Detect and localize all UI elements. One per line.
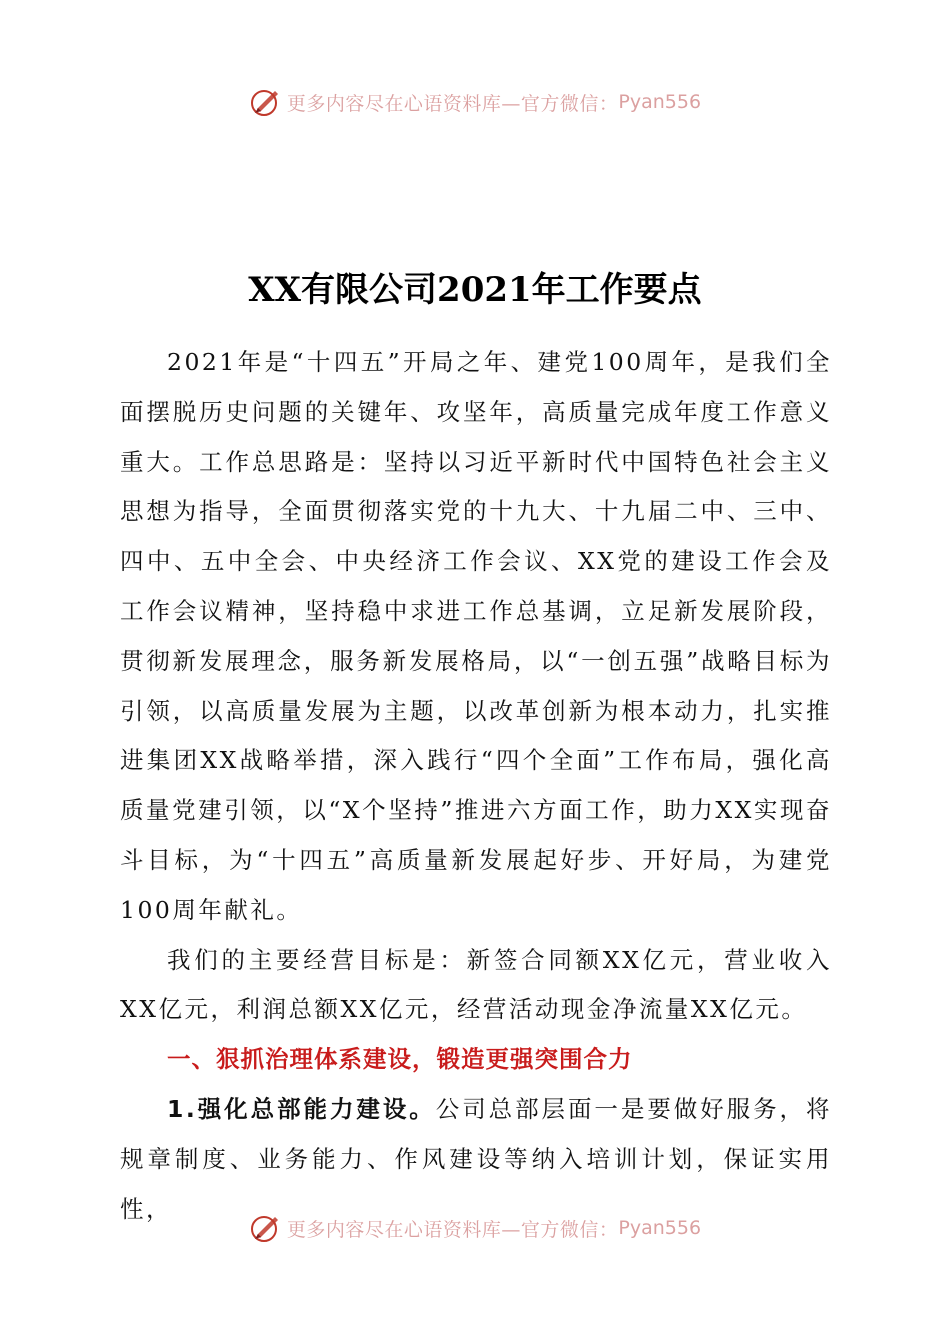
paragraph-intro: 2021年是“十四五”开局之年、建党100周年，是我们全面摆脱历史问题的关键年、攻坚年，高质量完成年度工作意义重大。工作总思路是：坚持以习近平新时代中国特色社会主义思想为指导，全面贯彻落实党的十九大、十九届二中、三中、四中、五中全会、中央经济工作会议、XX党的建设工作会及工作会议精神，坚持稳中求进工作总基调，立足新发展阶段，贯彻新发展理念，服务新发展格局，以“一创五强”战略目标为引领，以高质量发展为主题，以改革创新为根本动力，扎实推进集团XX战略举措，深入践行“四个全面”工作布局，强化高质量党建引领，以“X个坚持”推进六方面工作，助力XX实现奋斗目标，为“十四五”高质量新发展起好步、开好局，为建党100周年献礼。 bbox=[120, 348, 832, 924]
paragraph-targets: 我们的主要经营目标是：新签合同额XX亿元，营业收入XX亿元，利润总额XX亿元，经营活动现金净流量XX亿元。 bbox=[120, 945, 832, 1024]
section-heading: 一、狠抓治理体系建设，锻造更强突围合力 bbox=[167, 1045, 633, 1074]
item-text: 公司总部层面一是要做好服务，将规章制度、业务能力、作风建设等纳入培训计划，保证实用性， bbox=[120, 1094, 833, 1223]
watermark-wechat-id: Pyan556 bbox=[618, 1217, 702, 1239]
watermark-footer bbox=[0, 1208, 950, 1248]
pen-seal-icon bbox=[249, 85, 283, 119]
watermark-wechat-id: Pyan556 bbox=[618, 91, 702, 113]
item-lead: 1.强化总部能力建设。 bbox=[167, 1094, 436, 1123]
watermark-header bbox=[0, 82, 950, 122]
document-title: XX有限公司2021年工作要点 bbox=[248, 270, 702, 310]
document-body bbox=[120, 338, 832, 1234]
watermark-text: 更多内容尽在心语资料库—官方微信： bbox=[286, 92, 619, 115]
watermark-text: 更多内容尽在心语资料库—官方微信： bbox=[286, 1218, 619, 1241]
pen-seal-icon bbox=[249, 1211, 283, 1245]
